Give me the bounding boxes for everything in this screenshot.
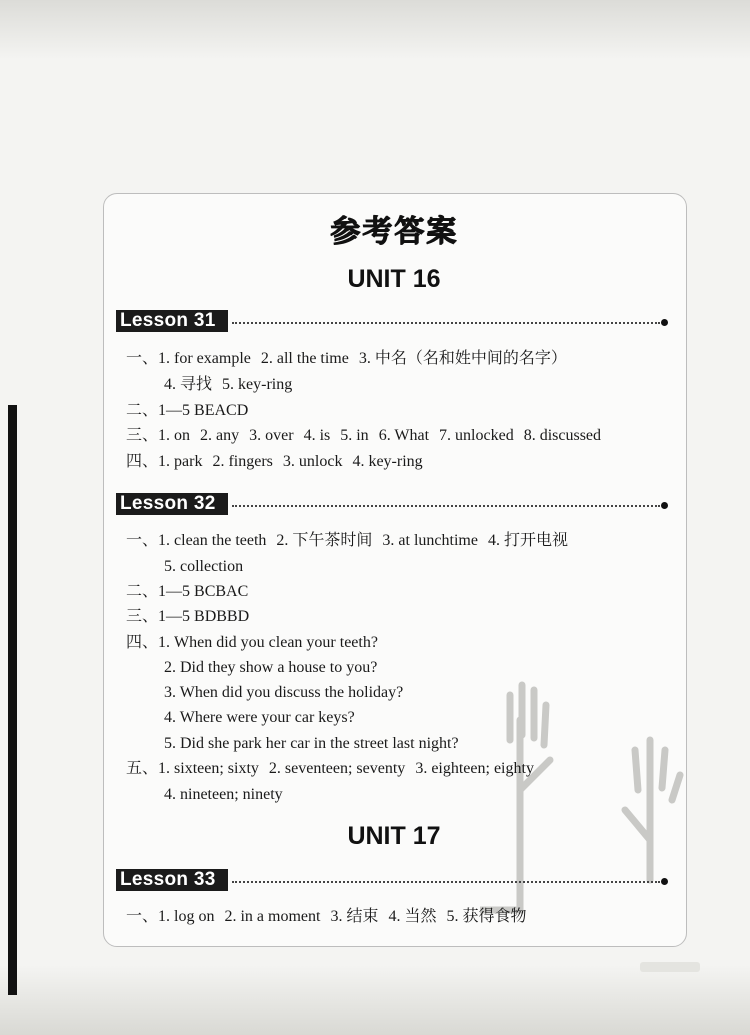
lesson-header-33 <box>116 869 668 891</box>
rule-end-dot <box>661 878 668 885</box>
answer-item: 1. for example <box>158 350 251 367</box>
page-title: 参考答案 <box>330 214 458 249</box>
section-number: 三、 <box>126 608 159 625</box>
answer-item: 4. Where were your car keys? <box>164 709 355 726</box>
section-number: 二、 <box>126 583 159 600</box>
answer-item: 1. on <box>158 427 191 444</box>
answer-line <box>164 708 365 728</box>
answer-item: 4. 当然 <box>388 908 437 925</box>
answer-item: 3. When did you discuss the holiday? <box>164 684 404 701</box>
answer-item: 2. any <box>200 427 240 444</box>
answer-item: 1. sixteen; sixty <box>158 760 259 777</box>
answer-line <box>164 557 253 577</box>
answer-item: 2. in a moment <box>224 908 321 925</box>
answer-item: 5. in <box>340 427 369 444</box>
answer-item: 4. 打开电视 <box>487 532 568 549</box>
answer-item: 5. key-ring <box>222 376 293 393</box>
answer-item: 3. eighteen; eighty <box>415 760 534 777</box>
answer-line <box>126 907 537 927</box>
answer-item: 1—5 BEACD <box>158 402 249 419</box>
answer-item: 2. 下午茶时间 <box>276 532 373 549</box>
lesson-badge: Lesson 33 <box>116 869 228 891</box>
lesson-badge: Lesson 31 <box>116 310 228 332</box>
answer-line <box>126 759 544 779</box>
answer-line <box>126 633 388 653</box>
answer-item: 4. is <box>303 427 331 444</box>
answer-line <box>126 607 259 627</box>
rule-end-dot <box>661 319 668 326</box>
answer-item: 5. Did she park her car in the street last night? <box>164 735 459 752</box>
answer-item: 3. unlock <box>282 453 343 470</box>
dotted-rule <box>232 322 660 324</box>
unit-title-17: UNIT 17 <box>347 822 441 850</box>
answer-item: 2. Did they show a house to you? <box>164 659 378 676</box>
answer-item: 4. 寻找 <box>164 376 213 393</box>
lesson-badge: Lesson 32 <box>116 493 228 515</box>
lesson-header-31 <box>116 310 668 332</box>
answer-item: 1. park <box>158 453 203 470</box>
section-number: 二、 <box>126 402 159 419</box>
section-number: 三、 <box>126 427 159 444</box>
answer-item: 7. unlocked <box>439 427 514 444</box>
answer-item: 5. 获得食物 <box>446 908 527 925</box>
answer-item: 3. 中名（名和姓中间的名字） <box>358 350 567 367</box>
answer-item: 1—5 BCBAC <box>158 583 249 600</box>
answer-item: 5. collection <box>164 558 244 575</box>
section-number: 四、 <box>126 453 159 470</box>
answer-item: 2. seventeen; seventy <box>268 760 406 777</box>
dotted-rule <box>232 505 660 507</box>
answer-line <box>126 401 258 421</box>
answer-item: 3. 结束 <box>330 908 379 925</box>
page-footer-mark <box>640 962 700 972</box>
answer-line <box>164 734 469 754</box>
scan-shadow-bottom <box>0 965 750 1035</box>
unit-title-16: UNIT 16 <box>347 265 441 293</box>
answer-item: 4. key-ring <box>352 453 423 470</box>
section-number: 四、 <box>126 634 159 651</box>
answer-item: 3. over <box>249 427 294 444</box>
answer-line <box>164 785 293 805</box>
answer-line <box>126 452 433 472</box>
scan-shadow-top <box>0 0 750 60</box>
section-number: 一、 <box>126 350 159 367</box>
answer-line <box>164 658 387 678</box>
answer-item: 1. clean the teeth <box>158 532 267 549</box>
answer-item: 4. nineteen; ninety <box>164 786 283 803</box>
answer-line <box>164 683 413 703</box>
answer-line <box>126 531 578 551</box>
answer-item: 1. log on <box>158 908 215 925</box>
section-number: 一、 <box>126 908 159 925</box>
answer-line <box>126 582 258 602</box>
answer-line <box>164 375 302 395</box>
answer-item: 6. What <box>378 427 430 444</box>
lesson-header-32 <box>116 493 668 515</box>
answer-item: 8. discussed <box>523 427 602 444</box>
hands-illustration <box>480 680 690 930</box>
answer-item: 1—5 BDBBD <box>158 608 250 625</box>
answer-line <box>126 426 601 446</box>
rule-end-dot <box>661 502 668 509</box>
answer-line <box>126 349 577 369</box>
answer-item: 2. fingers <box>212 453 273 470</box>
dotted-rule <box>232 881 660 883</box>
page-edge <box>8 405 17 995</box>
answer-item: 3. at lunchtime <box>382 532 478 549</box>
section-number: 一、 <box>126 532 159 549</box>
answer-item: 2. all the time <box>260 350 349 367</box>
answer-item: 1. When did you clean your teeth? <box>158 634 378 651</box>
section-number: 五、 <box>126 760 159 777</box>
